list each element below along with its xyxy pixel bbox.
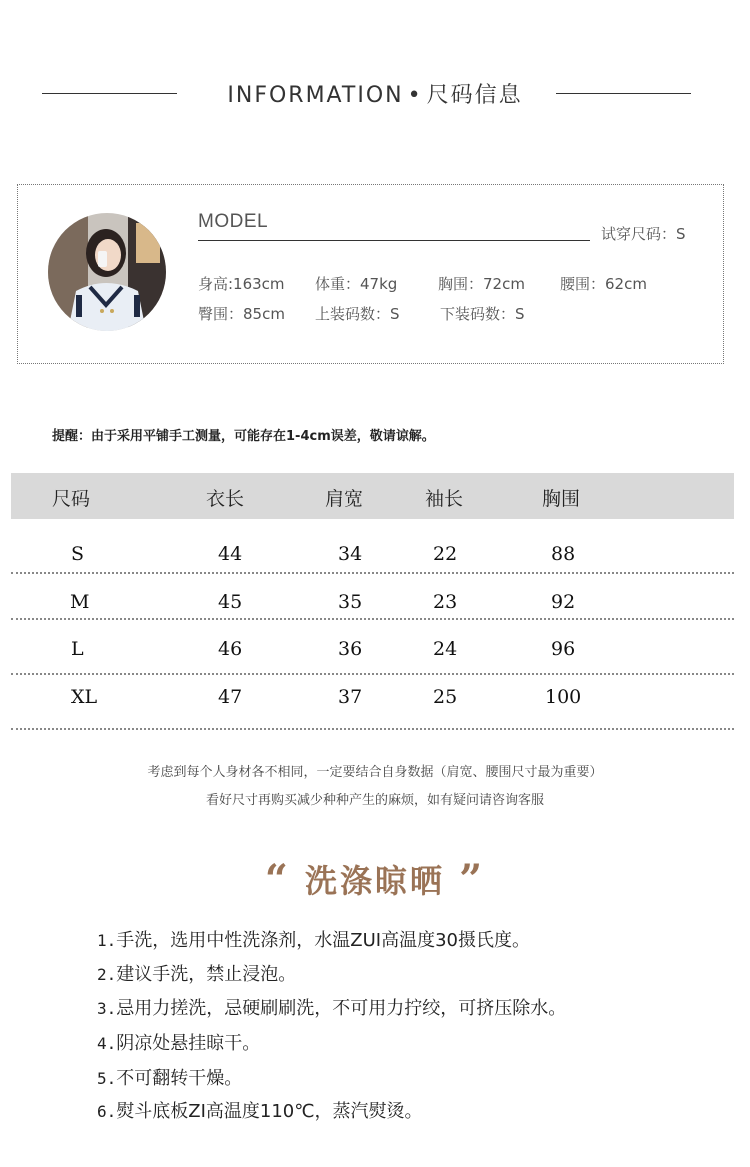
table-cell: 45 xyxy=(218,591,243,613)
header-sleeve: 袖长 xyxy=(425,488,464,510)
close-quote: ” xyxy=(459,856,486,903)
row-divider xyxy=(11,673,734,675)
stat-waist: 腰围：62cm xyxy=(560,275,647,293)
size-note-1: 考虑到每个人身材各不相同，一定要结合自身数据（肩宽、腰围尺寸最为重要） xyxy=(147,765,603,780)
table-cell: L xyxy=(71,638,84,660)
model-avatar xyxy=(48,213,166,331)
stat-bust: 胸围：72cm xyxy=(438,275,525,293)
header-length: 衣长 xyxy=(206,488,245,510)
table-cell: 92 xyxy=(551,591,576,613)
table-cell: 88 xyxy=(551,543,576,565)
table-cell: 24 xyxy=(433,638,458,660)
table-cell: XL xyxy=(71,686,98,708)
title-dot: • xyxy=(407,83,423,108)
wash-item-4: 4.阴凉处悬挂晾干。 xyxy=(97,1033,261,1054)
wash-item-1: 1.手洗，选用中性洗涤剂，水温ZUI高温度30摄氏度。 xyxy=(97,930,530,951)
model-card xyxy=(17,184,724,364)
size-note-2: 看好尺寸再购买减少种种产生的麻烦，如有疑问请咨询客服 xyxy=(205,793,544,808)
table-cell: 100 xyxy=(545,686,582,708)
table-cell: 47 xyxy=(218,686,243,708)
stat-weight: 体重：47kg xyxy=(315,275,398,293)
wash-item-5: 5.不可翻转干燥。 xyxy=(97,1068,243,1089)
wash-item-2: 2.建议手洗，禁止浸泡。 xyxy=(97,964,297,985)
wash-item-3: 3.忌用力搓洗，忌硬刷刷洗，不可用力拧绞，可挤压除水。 xyxy=(97,998,567,1019)
row-divider xyxy=(11,728,734,730)
stat-top-size: 上装码数：S xyxy=(315,305,400,323)
table-cell: 44 xyxy=(218,543,243,565)
row-divider xyxy=(11,572,734,574)
wash-section-title xyxy=(0,856,750,903)
table-cell: S xyxy=(71,543,85,565)
table-cell: 35 xyxy=(338,591,363,613)
table-cell: 22 xyxy=(433,543,458,565)
title-cn: 尺码信息 xyxy=(426,83,523,108)
table-cell: 96 xyxy=(551,638,576,660)
table-cell: 23 xyxy=(433,591,458,613)
trial-size: 试穿尺码：S xyxy=(601,225,686,243)
row-divider xyxy=(11,618,734,620)
model-photo-image xyxy=(48,213,166,331)
table-cell: 37 xyxy=(338,686,363,708)
model-label: MODEL xyxy=(198,211,269,232)
header-shoulder: 肩宽 xyxy=(325,488,364,510)
header-size: 尺码 xyxy=(52,488,91,510)
open-quote: “ xyxy=(264,856,291,903)
size-table-header xyxy=(11,473,734,519)
table-cell: 34 xyxy=(338,543,363,565)
wash-item-6: 6.熨斗底板ZI高温度110℃，蒸汽熨烫。 xyxy=(97,1101,423,1122)
title-en: INFORMATION xyxy=(227,83,404,108)
model-underline xyxy=(198,240,590,241)
stat-height: 身高:163cm xyxy=(198,275,285,293)
wash-title-text: 洗涤晾晒 xyxy=(304,862,445,900)
stat-bottom-size: 下装码数：S xyxy=(440,305,525,323)
table-cell: M xyxy=(70,591,90,613)
measurement-reminder: 提醒：由于采用平铺手工测量，可能存在1-4cm误差，敬请谅解。 xyxy=(52,429,435,444)
stat-hip: 臀围：85cm xyxy=(198,305,285,323)
table-cell: 36 xyxy=(338,638,363,660)
table-cell: 46 xyxy=(218,638,243,660)
page-title xyxy=(0,78,750,109)
table-cell: 25 xyxy=(433,686,458,708)
header-bust: 胸围 xyxy=(542,488,581,510)
